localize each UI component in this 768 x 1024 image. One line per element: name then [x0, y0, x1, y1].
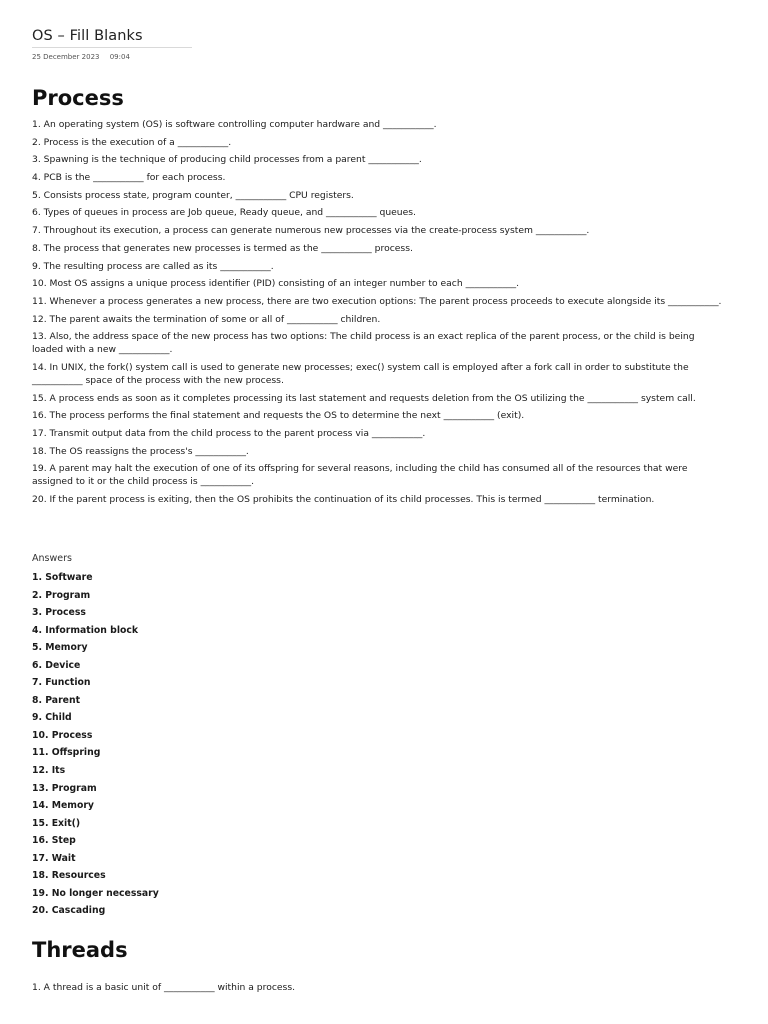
answer-item: 18. Resources — [32, 870, 106, 882]
time-text: 09:04 — [109, 53, 130, 61]
answer-item: 14. Memory — [32, 800, 94, 812]
answer-item: 7. Function — [32, 677, 91, 689]
answers-label: Answers — [32, 553, 72, 564]
question-item: 9. The resulting process are called as its ___________. — [32, 260, 274, 272]
question-item: 15. A process ends as soon as it completes processing its last statement and requests deletion from the OS utilizing the ___________ system call. — [32, 392, 696, 404]
question-item: 16. The process performs the final statement and requests the OS to determine the next ___________ (exit). — [32, 410, 525, 422]
question-item: 17. Transmit output data from the child process to the parent process via ___________. — [32, 428, 426, 439]
process-heading: Process — [32, 86, 124, 110]
answer-item: 8. Parent — [32, 694, 81, 706]
answer-item: 17. Wait — [32, 852, 76, 864]
answer-item: 20. Cascading — [32, 905, 106, 917]
answer-item: 9. Child — [32, 712, 72, 724]
answer-item: 3. Process — [32, 607, 86, 619]
answer-item: 2. Program — [32, 589, 91, 601]
question-item: 18. The OS reassigns the process's ___________. — [32, 445, 249, 457]
question-item: 13. Also, the address space of the new process has two options: The child process is an exact replica of the parent process, or the child is being loaded with a new ___________. — [32, 331, 695, 356]
answer-item: 4. Information block — [32, 624, 139, 636]
question-item: 4. PCB is the ___________ for each process. — [32, 172, 226, 184]
date-text: 25 December 2023 — [32, 53, 100, 61]
process-question-list — [32, 118, 722, 511]
question-item: 5. Consists process state, program counter, ___________ CPU registers. — [32, 189, 354, 201]
answer-item: 10. Process — [32, 729, 93, 741]
answer-item: 1. Software — [32, 572, 93, 583]
answer-item: 6. Device — [32, 659, 81, 671]
question-item: 1. A thread is a basic unit of ___________ within a process. — [32, 982, 296, 993]
question-item: 1. An operating system (OS) is software controlling computer hardware and ___________. — [32, 119, 437, 130]
question-item: 19. A parent may halt the execution of one of its offspring for several reasons, including the child has consumed all of the resources that were assigned to it or the child process is ___________. — [32, 463, 688, 488]
answer-item: 13. Program — [32, 782, 97, 794]
question-item: 6. Types of queues in process are Job queue, Ready queue, and ___________ queues. — [32, 207, 416, 219]
answer-item: 11. Offspring — [32, 747, 101, 759]
answer-item: 16. Step — [32, 835, 76, 847]
page-title: OS – Fill Blanks — [32, 28, 143, 44]
question-item: 12. The parent awaits the termination of some or all of ___________ children. — [32, 313, 381, 325]
answer-item: 12. Its — [32, 765, 66, 777]
timestamp — [32, 53, 138, 61]
answer-list — [32, 571, 159, 922]
question-item: 3. Spawning is the technique of producing child processes from a parent ___________. — [32, 154, 422, 166]
answer-item: 15. Exit() — [32, 817, 81, 829]
answer-item: 19. No longer necessary — [32, 887, 159, 899]
title-divider — [32, 47, 192, 48]
question-item: 14. In UNIX, the fork() system call is used to generate new processes; exec() system call is employed after a fork call in order to substitute the ___________ space of the process with the new process. — [32, 361, 689, 386]
question-item: 8. The process that generates new processes is termed as the ___________ process. — [32, 242, 413, 254]
answer-item: 5. Memory — [32, 642, 88, 654]
threads-heading: Threads — [32, 938, 128, 962]
question-item: 10. Most OS assigns a unique process identifier (PID) consisting of an integer number to each ___________. — [32, 278, 520, 290]
question-item: 11. Whenever a process generates a new process, there are two execution options: The parent process proceeds to execute alongside its ___________. — [32, 295, 722, 307]
question-item: 20. If the parent process is exiting, then the OS prohibits the continuation of its child processes. This is termed ___________ termination. — [32, 494, 655, 506]
threads-question-list — [32, 981, 722, 994]
question-item: 2. Process is the execution of a ___________. — [32, 136, 232, 148]
question-item: 7. Throughout its execution, a process can generate numerous new processes via the create-process system ___________. — [32, 225, 590, 237]
